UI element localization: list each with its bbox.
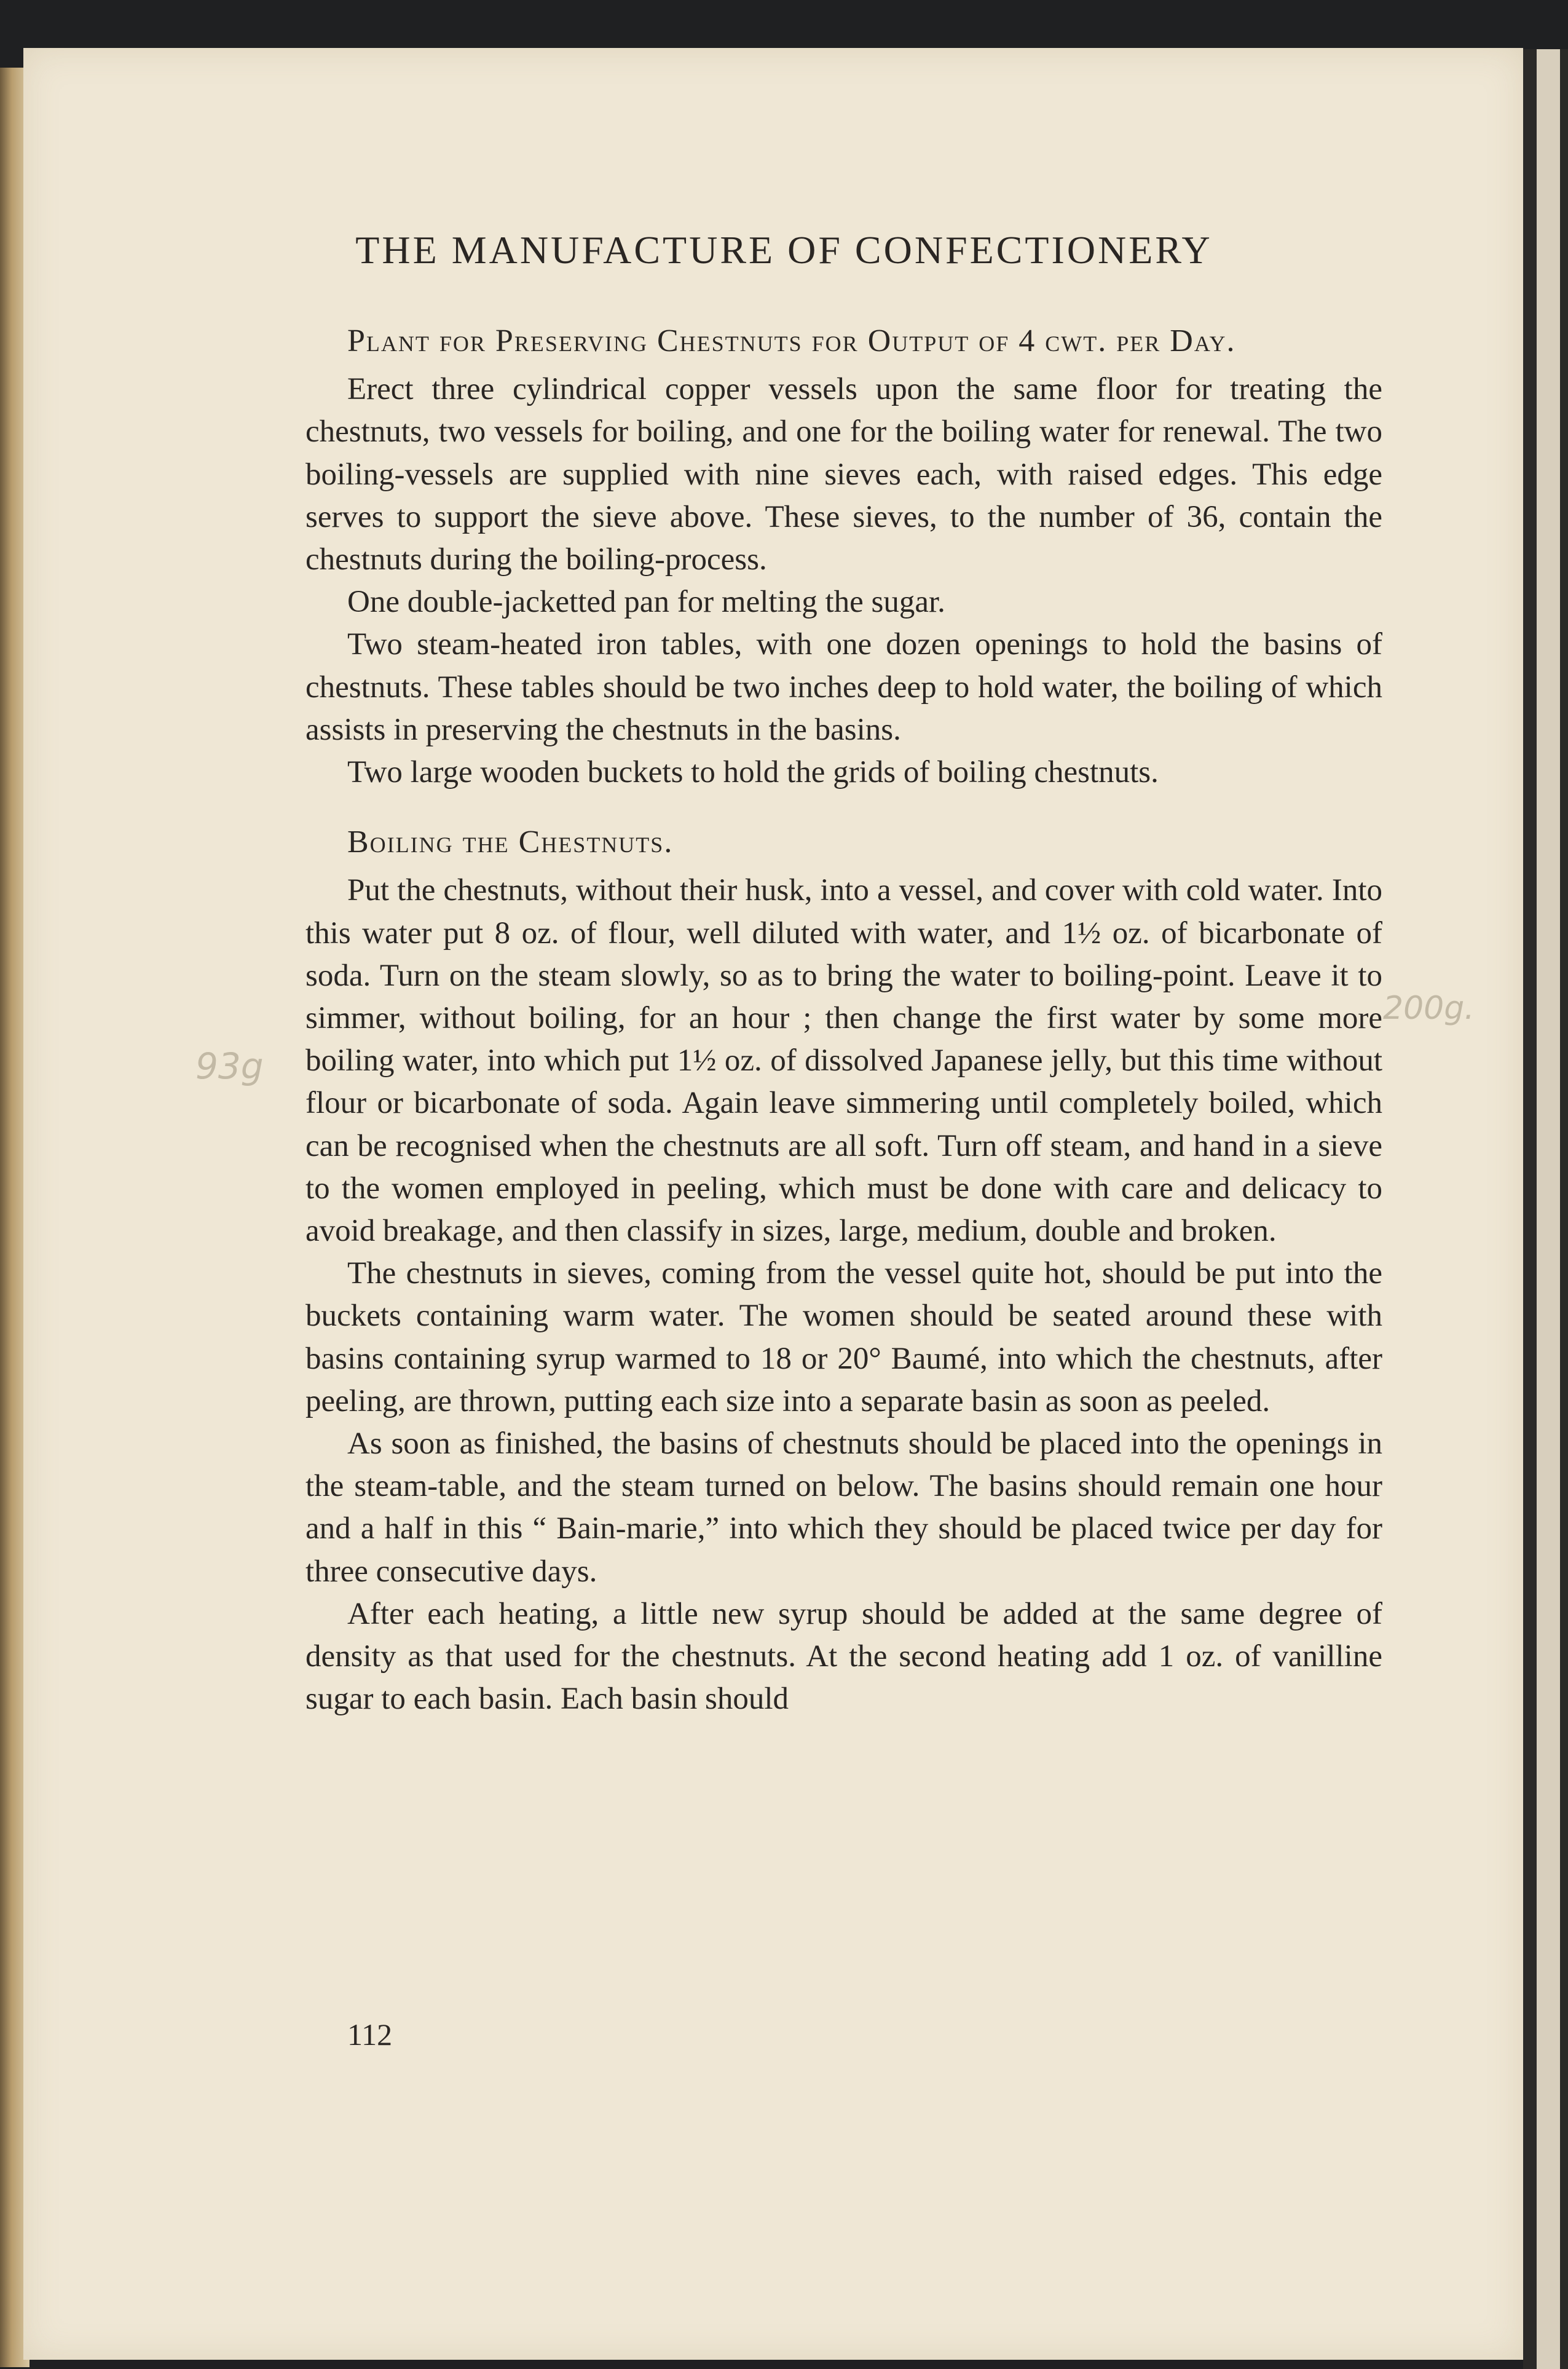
section-heading: Boiling the Chestnuts. xyxy=(347,825,674,860)
paragraph: Two steam-heated iron tables, with one dozen openings to hold the basins of chestnuts. These tables should be two inches deep to hold water, the boiling of which assists in preserving the chestnuts in the basins. xyxy=(305,627,1382,747)
section-heading: Plant for Preserving Chestnuts for Output of 4 cwt. per Day. xyxy=(347,323,1236,358)
paragraph: Put the chestnuts, without their husk, into a vessel, and cover with cold water. Into this water put 8 oz. of flour, well diluted with water, and 1½ oz. of bicarbonate of soda. Turn on the steam slowly, so as to bring the water to boiling-point. Leave it to simmer, without boiling, for an hour ; then change the first water by some more boiling water, into which put 1½ oz. of dissolved Japanese jelly, but this time without flour or bicarbonate of soda. Again leave simmering until completely boiled, which can be recognised when the chestnuts are all soft. Turn off steam, and hand in a sieve to the women employed in peeling, which must be done with care and delicacy to avoid breakage, and then classify in sizes, large, medium, double and broken. xyxy=(305,873,1382,1249)
paragraph: As soon as finished, the basins of chestnuts should be placed into the openings in the steam-table, and the steam turned on below. The basins should remain one hour and a half in this “ Bain-marie,” into which they should be placed twice per day for three consecutive days. xyxy=(305,1426,1382,1589)
paragraph: The chestnuts in sieves, coming from the vessel quite hot, should be put into the buckets containing warm water. The women should be seated around these with basins containing syrup warmed to 18 or 20° Baumé, into which the chestnuts, after peeling, are thrown, putting each size into a separate basin as soon as peeled. xyxy=(305,1256,1382,1418)
page-number: 112 xyxy=(347,2017,393,2052)
paragraph: Two large wooden buckets to hold the grids of boiling chestnuts. xyxy=(347,755,1159,790)
paragraph: One double-jacketted pan for melting the sugar. xyxy=(347,585,945,620)
running-head: THE MANUFACTURE OF CONFECTIONERY xyxy=(355,228,1213,272)
margin-note-left: 93g xyxy=(195,1045,264,1087)
next-page-edge xyxy=(1523,49,1568,2369)
paragraph: Erect three cylindrical copper vessels upon the same floor for treating the chestnuts, two vessels for boiling, and one for the boiling water for renewal. The two boiling-vessels are supplied with nine sieves each, with raised edges. This edge serves to support the sieve above. These sieves, to the number of 36, contain the chestnuts during the boiling-process. xyxy=(305,372,1382,577)
paragraph: After each heating, a little new syrup should be added at the same degree of density as that used for the chestnuts. At the second heating add 1 oz. of vanilline sugar to each basin. Each basin should xyxy=(305,1596,1382,1717)
page-body xyxy=(305,320,1382,1721)
margin-note-right: 200g. xyxy=(1383,990,1475,1027)
